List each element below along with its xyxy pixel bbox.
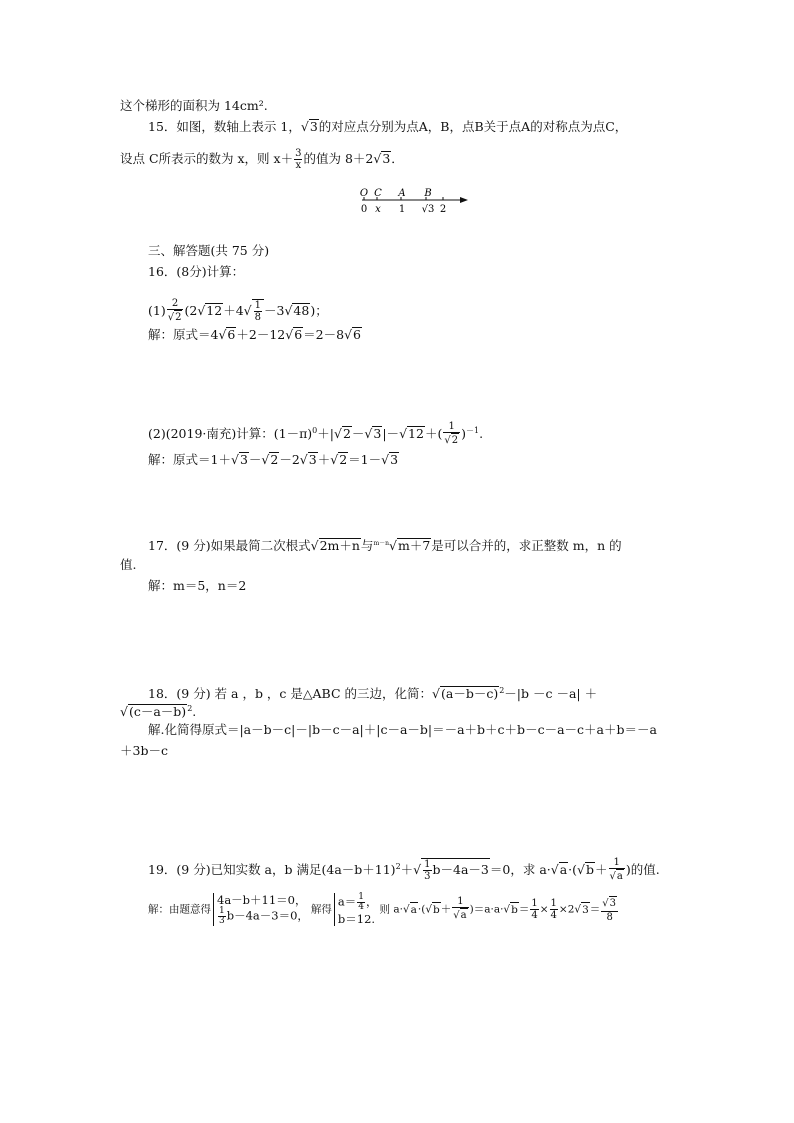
q15-line1: 15．如图，数轴上表示 1，√3的对应点分别为点A，B，点B关于点A的对称点为点C， <box>148 119 628 134</box>
nl-tick-sqrt3: √3 <box>421 204 435 215</box>
q16-part1: (1) $\frac{2}{√2}$ (2√12＋4√ $\frac{1}{8}$ －3√48)； <box>148 298 328 323</box>
q17-line2: 值. <box>120 557 137 572</box>
q16-part2-solution: 解：原式＝1＋√3－√2－2√3＋√2＝1－√3 <box>148 452 399 467</box>
q15-number-line <box>350 184 480 216</box>
nl-tick-0: 0 <box>360 204 368 215</box>
q15-line2: 设点 C所表示的数为 x，则 x＋ $\frac{3}{x}$ 的值为 8＋2√3． <box>120 148 404 171</box>
q19-system-2: a＝ $\frac{1}{4}$ ， b＝12. <box>334 893 378 926</box>
q14-answer-tail: 这个梯形的面积为 14cm². <box>120 98 268 113</box>
nl-label-O: O <box>359 188 369 199</box>
q18-line1: 18．(9 分) 若 a ，b ，c 是△ABC 的三边，化简：$√(a-b-c)^2-|b -c -a|$ ＋ <box>148 686 598 702</box>
nl-tick-x: x <box>375 204 381 215</box>
nl-tick-1: 1 <box>398 204 406 215</box>
q18-line2: $√(c-a-b)^2$. <box>120 704 197 720</box>
q16-part2: (2)(2019·南充)计算：$(1-\pi)^0+|√2-√3|-√12+$( $\frac{1}{√2}$ )$^{-1}$. <box>148 421 484 446</box>
q18-solution-line2: ＋3b－c <box>120 743 168 758</box>
q17-solution: 解：m＝5，n＝2 <box>148 578 247 593</box>
q16-part1-solution: 解：原式＝4√6＋2－12√6＝2－8√6 <box>148 327 361 342</box>
nl-label-A: A <box>398 188 406 199</box>
q19-system-1: 4a－b＋11＝0， $\frac{1}{3}$ b－4a－3＝0， <box>213 893 309 926</box>
q19-solution: 解：由题意得 4a－b＋11＝0， $\frac{1}{3}$ b－4a－3＝0， 解得 a＝ $\frac{1}{4}$ ， b＝12. 则 a·√a·(√b＋ $\frac{1}{√a}$ )＝a·a·√b＝ $\frac{1}{4}$ × $\frac{1}{4}$ ×2√3＝ $\frac{√3}{8}$ <box>148 892 617 926</box>
section3-title: 三、解答题(共 75 分) <box>148 243 270 258</box>
nl-tick-2: 2 <box>439 204 447 215</box>
q19-question: 19．(9 分)已知实数 a，b 满足$(4a-b+11)^2+√$ $\frac{1}{3}$ b－4a－3＝0，求 a·√a·(√b＋ $\frac{1}{√a}$ )的值. <box>148 857 660 882</box>
nl-label-B: B <box>424 188 432 199</box>
q15-fraction: $\frac{3}{x}$ <box>295 148 302 171</box>
q18-solution-line1: 解.化简得原式＝|a－b－c|－|b－c－a|＋|c－a－b|＝－a＋b＋c＋b－c－a－c＋a＋b＝－a <box>148 722 657 737</box>
q16-header: 16．(8分)计算： <box>148 264 245 279</box>
q17-line1: 17．(9 分)如果最简二次根式√2m＋n与$^{m-n}$√m＋7是可以合并的，求正整数 m，n 的 <box>148 538 622 554</box>
nl-label-C: C <box>374 188 382 199</box>
